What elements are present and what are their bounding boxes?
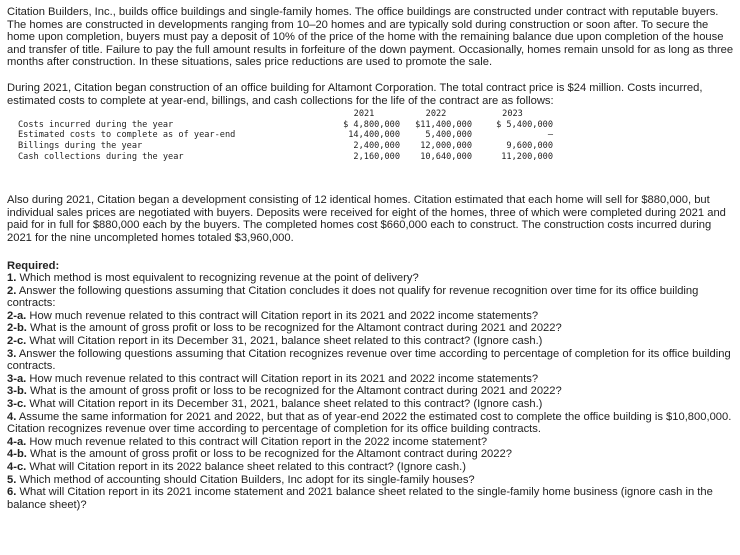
table-cell: $11,400,000: [415, 119, 472, 130]
contract-table: [18, 109, 553, 162]
question-number: 2.: [7, 284, 17, 297]
question-item: [7, 448, 735, 461]
question-item: [7, 398, 735, 411]
question-item: [7, 436, 735, 449]
table-cell: 9,600,000: [506, 140, 553, 151]
table-cell: –: [547, 130, 553, 141]
homes-paragraph: Also during 2021, Citation began a development consisting of 12 identical homes. Citation estimated that each home will sell for $880,000, but individual sales prices are negotiated with buyers. Deposits were received for eight of the homes, three of which were completed during 2021 and paid for in full for $880,000 each by the buyers. The completed homes cost $660,000 each to construct. The construction costs incurred during 2021 for the nine uncompleted homes totaled $3,960,000.: [7, 194, 726, 244]
table-cell: 14,400,000: [348, 130, 400, 141]
question-number: 3.: [7, 347, 17, 360]
question-number: 3-c.: [7, 398, 27, 411]
question-item: [7, 385, 735, 398]
row-label: Costs incurred during the year: [18, 119, 174, 130]
question-list: [7, 272, 735, 511]
table-cell: 2,160,000: [353, 151, 400, 162]
question-number: 6.: [7, 486, 17, 499]
table-header-row: [18, 109, 553, 120]
question-text: Assume the same information for 2021 and 2022, but that as of year-end 2022 the estimated cost to complete the office building is $10,800,000. Citation recognizes revenue over time according to percentage of completion for its office building contracts.: [7, 410, 732, 436]
question-text: What will Citation report in its 2021 income statement and 2021 balance sheet related to the single-family home business (ignore cash in the balance sheet)?: [7, 486, 713, 511]
table-row: [18, 152, 553, 163]
required-heading: Required:: [7, 259, 60, 272]
year-header: 2021: [353, 109, 375, 120]
row-label: Cash collections during the year: [18, 151, 184, 162]
question-text: Answer the following questions assuming that Citation recognizes revenue over time according to percentage of completion for its office building contracts.: [7, 347, 731, 373]
question-text: What will Citation report in its December 31, 2021, balance sheet related to this contract? (Ignore cash.): [29, 398, 543, 411]
question-text: What is the amount of gross profit or loss to be recognized for the Altamont contract during 2022?: [30, 448, 512, 461]
table-row: [18, 120, 553, 131]
question-number: 5.: [7, 473, 17, 486]
question-number: 3-b.: [7, 385, 27, 398]
table-cell: 10,640,000: [420, 151, 472, 162]
question-number: 4.: [7, 410, 17, 423]
question-item: [7, 272, 735, 285]
question-item: [7, 322, 735, 335]
question-number: 4-c.: [7, 461, 27, 473]
table-cell: 11,200,000: [501, 151, 553, 162]
question-item: [7, 310, 735, 323]
year-header: 2023: [502, 109, 523, 120]
question-number: 1.: [7, 272, 17, 285]
question-text: What will Citation report in its December 31, 2021, balance sheet related to this contract? (Ignore cash.): [29, 335, 543, 348]
table-cell: 12,000,000: [420, 140, 472, 151]
question-item: [7, 285, 735, 310]
table-row: [18, 141, 553, 152]
question-text: How much revenue related to this contract will Citation report in its 2021 and 2022 income statements?: [29, 309, 539, 322]
question-item: [7, 461, 735, 474]
row-label: Estimated costs to complete as of year-end: [18, 130, 236, 141]
question-item: [7, 335, 735, 348]
question-item: [7, 474, 735, 487]
year-header: 2022: [425, 109, 447, 120]
question-number: 2-b.: [7, 322, 27, 335]
table-cell: $ 4,800,000: [343, 119, 400, 130]
question-item: [7, 486, 735, 511]
question-number: 4-b.: [7, 448, 27, 461]
question-number: 2-c.: [7, 335, 27, 348]
table-row: [18, 130, 553, 141]
contract-paragraph: During 2021, Citation began construction of an office building for Altamont Corporation. The total contract price is $24 million. Costs incurred, estimated costs to complete at year-end, billings, and cash collections for the life of the contract are as follows:: [7, 81, 703, 107]
table-cell: 5,400,000: [425, 130, 472, 141]
question-text: How much revenue related to this contract will Citation report in its 2021 and 2022 income statements?: [29, 372, 539, 385]
question-text: Which method is most equivalent to recognizing revenue at the point of delivery?: [19, 272, 419, 285]
row-label: Billings during the year: [18, 140, 143, 151]
question-text: Which method of accounting should Citation Builders, Inc adopt for its single-family houses?: [19, 473, 475, 486]
table-cell: $ 5,400,000: [496, 119, 553, 130]
question-text: What is the amount of gross profit or loss to be recognized for the Altamont contract during 2021 and 2022?: [30, 322, 562, 335]
question-item: [7, 373, 735, 386]
question-number: 2-a.: [7, 309, 27, 322]
question-text: What will Citation report in its 2022 balance sheet related to this contract? (Ignore cash.): [29, 461, 466, 473]
intro-paragraph: Citation Builders, Inc., builds office buildings and single-family homes. The office buildings are constructed under contract with reputable buyers. The homes are constructed in developments ranging from 10–20 homes and are typically sold during construction or soon after. To secure the home upon completion, buyers must pay a deposit of 10% of the price of the home with the remaining balance due upon completion of the house and transfer of title. Failure to pay the full amount results in forfeiture of the down payment. Occasionally, homes remain unsold for as long as three months after construction. In these situations, sales price reductions are used to promote the sale.: [7, 6, 734, 69]
question-text: What is the amount of gross profit or loss to be recognized for the Altamont contract during 2021 and 2022?: [30, 385, 562, 398]
question-number: 4-a.: [7, 435, 27, 448]
question-item: [7, 348, 735, 373]
problem-page: [7, 6, 735, 511]
question-text: Answer the following questions assuming that Citation concludes it does not qualify for revenue recognition over time for its office building contracts:: [7, 284, 699, 310]
table-cell: 2,400,000: [353, 140, 400, 151]
question-number: 3-a.: [7, 372, 27, 385]
question-text: How much revenue related to this contract will Citation report in the 2022 income statement?: [29, 435, 488, 448]
question-item: [7, 411, 735, 436]
